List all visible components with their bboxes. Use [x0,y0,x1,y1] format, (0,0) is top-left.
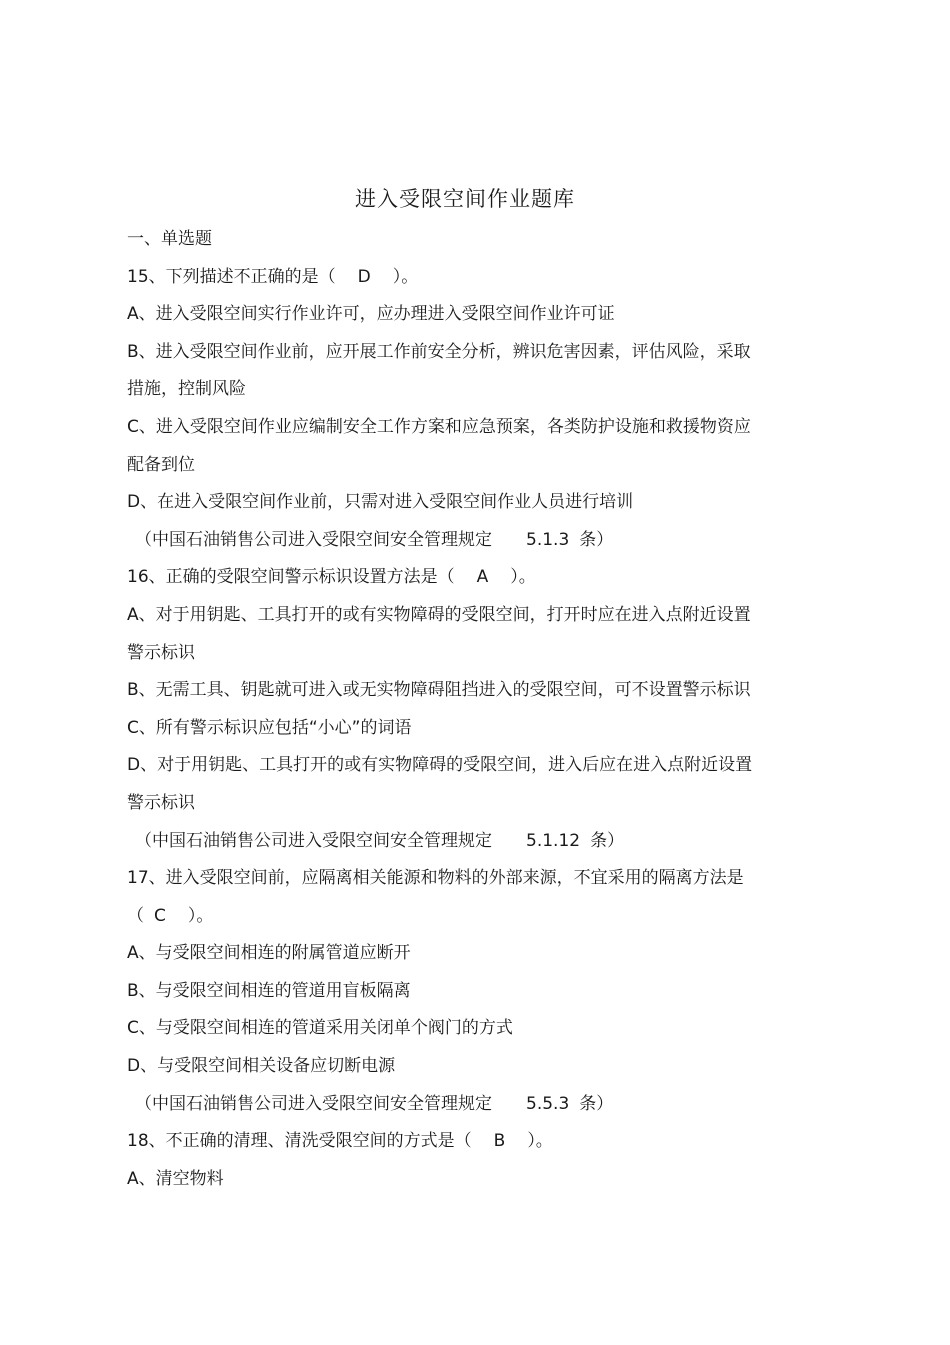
question-17-stem: 17、进入受限空间前，应隔离相关能源和物料的外部来源，不宜采用的隔离方法是 [127,868,744,889]
source-text: （中国石油销售公司进入受限空间安全管理规定 [135,529,492,550]
source-text: （中国石油销售公司进入受限空间安全管理规定 [135,830,492,851]
source-reference [127,1086,787,1124]
answer-letter: D [357,266,371,287]
source-text: （中国石油销售公司进入受限空间安全管理规定 [135,1093,492,1114]
question-stem: （ [127,905,144,926]
option-c: C、所有警示标识应包括“小心”的词语 [127,717,412,738]
source-clause-suffix: 条） [590,830,625,851]
option-b: B、与受限空间相连的管道用盲板隔离 [127,980,411,1001]
question-list [127,221,787,1198]
option-b: B、无需工具、钥匙就可进入或无实物障碍阻挡进入的受限空间，可不设置警示标识 [127,680,751,701]
option-c-continued: 配备到位 [127,454,195,475]
page-title: 进入受限空间作业题库 [355,187,575,211]
option-c: C、进入受限空间作业应编制安全工作方案和应急预案，各类防护设施和救援物资应 [127,416,751,437]
question-15-stem [127,259,787,297]
option-d: D、在进入受限空间作业前，只需对进入受限空间作业人员进行培训 [127,492,634,513]
question-stem-end: ）。 [187,905,214,926]
answer-letter: C [154,905,166,926]
question-16-stem [127,559,787,597]
source-reference [127,522,787,560]
option-d: D、对于用钥匙、工具打开的或有实物障碍的受限空间，进入后应在进入点附近设置 [127,755,753,776]
source-clause-number: 5.1.12 [526,830,581,851]
question-17-stem-continued [127,898,787,936]
option-b: B、进入受限空间作业前，应开展工作前安全分析，辨识危害因素，评估风险，采取 [127,341,751,362]
question-stem: 15、下列描述不正确的是（ [127,266,336,287]
option-a: A、对于用钥匙、工具打开的或有实物障碍的受限空间，打开时应在进入点附近设置 [127,604,751,625]
source-reference [127,823,787,861]
section-heading: 一、单选题 [127,229,212,249]
option-a-continued: 警示标识 [127,642,195,663]
option-b-continued: 措施，控制风险 [127,379,246,400]
answer-letter: A [476,567,489,588]
question-18-stem [127,1123,787,1161]
option-a: A、与受限空间相连的附属管道应断开 [127,943,411,964]
source-clause-number: 5.5.3 [526,1093,570,1114]
option-c: C、与受限空间相连的管道采用关闭单个阀门的方式 [127,1018,513,1039]
source-clause-number: 5.1.3 [526,529,570,550]
question-stem-end: ）。 [527,1131,553,1152]
question-stem: 16、正确的受限空间警示标识设置方法是（ [127,567,455,588]
option-d-continued: 警示标识 [127,792,195,813]
question-stem-end: ）。 [510,567,536,588]
question-stem: 18、不正确的清理、清洗受限空间的方式是（ [127,1131,472,1152]
answer-letter: B [493,1131,506,1152]
source-clause-suffix: 条） [579,1093,614,1114]
option-a: A、进入受限空间实行作业许可，应办理进入受限空间作业许可证 [127,304,615,325]
source-clause-suffix: 条） [579,529,614,550]
option-d: D、与受限空间相关设备应切断电源 [127,1056,396,1077]
option-a: A、清空物料 [127,1168,224,1189]
question-stem-end: ）。 [392,266,419,287]
